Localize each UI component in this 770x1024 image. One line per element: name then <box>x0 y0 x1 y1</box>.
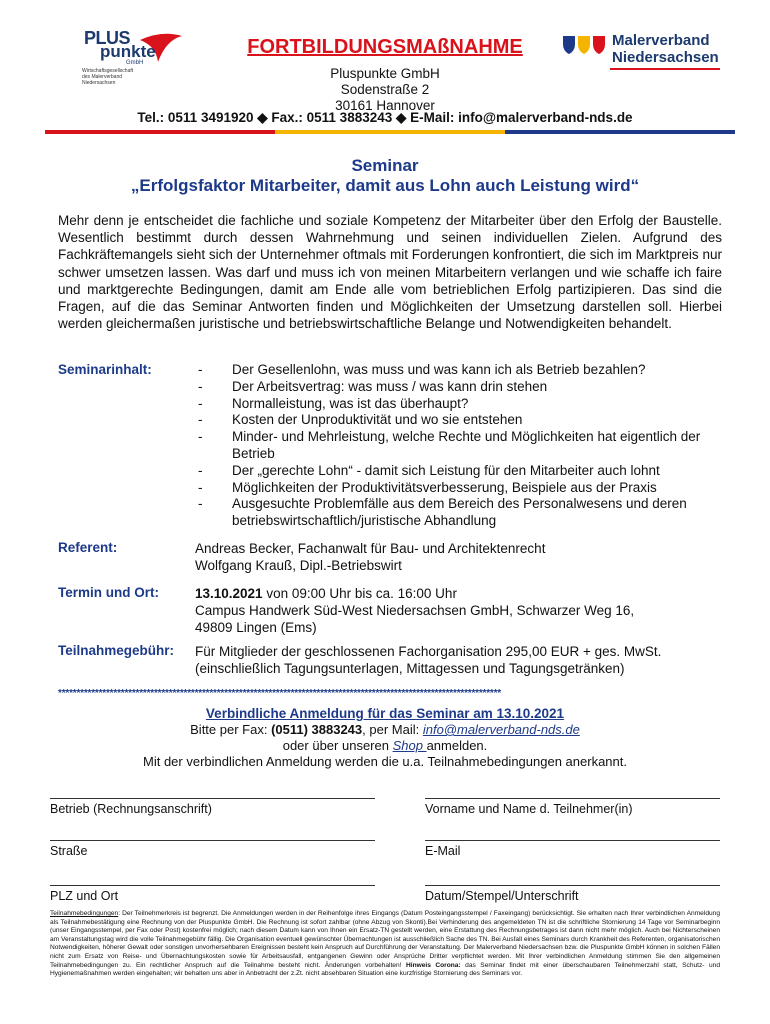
logo-right-text <box>612 32 719 66</box>
seminar-intro: Mehr denn je entscheidet die fachliche und soziale Kompetenz der Mitarbeiter über den Erfolg der Baustelle. Wesentlich bestimmt durch dessen Wahrnehmung und seinen individuellen Zielen. Aufgrund des Fachkräftemangels sieht sich der Unternehmer oftmals mit Forderungen konfrontiert, die sich im Marktpreis nur schwer umsetzen lassen. Was darf und muss ich von meinen Mitarbeitern verlangen und wie schaffe ich faire und marktgerechte Bedingungen, damit am Ende alle vom betrieblichen Erfolg partizipieren. Das sind die Fragen, auf die das Seminar Antworten finden und Möglichkeiten der Umsetzung darstellen soll. Hierbei werden gleichermaßen juristische und betriebswirtschaftliche Belange und Notwendigkeiten behandelt. <box>58 213 722 332</box>
fee-line: Für Mitglieder der geschlossenen Fachorganisation 295,00 EUR + ges. MwSt. <box>195 644 662 659</box>
company-field[interactable] <box>50 798 375 799</box>
stripe-yellow <box>275 130 505 134</box>
terms-heading: Teilnahmebedingungen <box>50 910 119 917</box>
malerverband-logo <box>562 32 722 72</box>
registration-block <box>0 706 770 770</box>
list-item: - Normalleistung, was ist das überhaupt? <box>198 396 726 413</box>
sender-address <box>0 66 770 114</box>
terms-body: : Der Teilnehmerkreis ist begrenzt. Die Anmeldungen werden in der Reihenfolge ihres Eingangs (Datum Posteingangsstempel / Faxeingang) berücksichtigt. Sie erhalten nach Ihrer verbindlichen Anmeldung als Teilnahmebestätigung eine Rechnung von der Pluspunkte GmbH. Die Rechnung ist sofort zahlbar (ohne Abzug von Skonti).Bei Verhinderung des angemeldeten TN ist die schriftliche Stornierung 14 Tage vor Seminarbeginn (unser Eingangsstempel, per Fax oder Post) kostenfrei möglich; nach diesem Datum kann von Ihnen ein Ersatz-TN gestellt werden, eine Erstattung des Rechnungsbetrages ist dann nicht mehr möglich. Auch bei Nichterscheinen am Veranstaltungstag wird die volle Teilnahmegebühr fällig. Die Organisation eventuell gewünschter Übernachtungen ist ausschließlich Sache des TN. Bei Ausfall eines Seminars durch Krankheit des Referenten, organisatorischen Notwendigkeiten, höherer Gewalt oder sonstigen unvorhersehbaren Ereignissen besteht kein Anspruch auf Durchführung der Veranstaltung. Der Malerverband Niedersachsen bzw. die Pluspunkte GmbH können in solchen Fällen nicht zum Ersatz von Reise- und Übernachtungskosten sowie für Arbeitsausfall, entgangenen Gewinn oder Ansprüche Dritter verpflichtet werden. Mit Ihrer verbindlichen Anmeldung stimmen Sie den allgemeinen Teilnahmebedingungen zu. Ein rechtlicher Anspruch auf die Teilnahme besteht nicht. Änderungen vorbehalten! <box>50 910 720 969</box>
fax-number: (0511) 3883243 <box>271 722 363 737</box>
fee-line: (einschließlich Tagungsunterlagen, Mittagessen und Tagungsgetränken) <box>195 661 625 676</box>
corona-label: Hinweis Corona: <box>405 961 461 969</box>
termin-date: 13.10.2021 <box>195 586 263 601</box>
registration-shop-line <box>0 738 770 754</box>
email-field[interactable] <box>425 840 720 841</box>
shop-link[interactable]: Shop <box>392 738 427 753</box>
shop-suffix: anmelden. <box>426 738 488 753</box>
logo-punkte: punkte <box>100 42 156 61</box>
mail-prefix: , per Mail: <box>362 722 423 737</box>
fee-value <box>195 643 661 677</box>
referent-label: Referent: <box>58 540 118 555</box>
city-label: PLZ und Ort <box>50 889 119 903</box>
shop-prefix: oder über unseren <box>282 738 393 753</box>
termin-datetime <box>195 585 634 602</box>
fee-label: Teilnahmegebühr: <box>58 643 175 658</box>
mail-link[interactable]: info@malerverband-nds.de <box>422 722 580 737</box>
list-item: - Kosten der Unproduktivität und wo sie entstehen <box>198 412 726 429</box>
termin-label: Termin und Ort: <box>58 585 159 600</box>
logo-underline <box>610 68 720 70</box>
page-title: FORTBILDUNGSMAßNAHME <box>247 36 523 58</box>
seminar-title: „Erfolgsfaktor Mitarbeiter, damit aus Lohn auch Leistung wird“ <box>130 176 640 195</box>
logo-gmbh: GmbH <box>126 60 144 66</box>
referent-value <box>195 540 545 574</box>
corona-body: das Seminar findet mit einer überschaubaren Teilnehmerzahl statt, Schutz- und Hygienemaßnahmen werden eingehalten; wir behalten uns aber in Anbetracht der z.Zt. nicht absehbaren Situation eine kurzfristige Stornierung des Seminars vor. <box>50 961 720 978</box>
registration-heading: Verbindliche Anmeldung für das Seminar am 13.10.2021 <box>205 706 565 721</box>
registration-fax-line <box>0 722 770 738</box>
stripe-red <box>45 130 275 134</box>
address-line: Sodenstraße 2 <box>340 82 430 97</box>
list-item: - Der Arbeitsvertrag: was muss / was kann drin stehen <box>198 379 726 396</box>
fax-prefix: Bitte per Fax: <box>190 722 272 737</box>
participant-field[interactable] <box>425 798 720 799</box>
contact-line: Tel.: 0511 3491920 ◆ Fax.: 0511 3883243 ◆ E-Mail: info@malerverband-nds.de <box>137 110 633 125</box>
street-label: Straße <box>50 844 88 858</box>
address-line: Pluspunkte GmbH <box>330 66 440 81</box>
shields-icon <box>562 35 608 55</box>
logo-tagline: Wirtschaftsgesellschaft des Malerverband Niedersachsen <box>82 68 134 86</box>
logo-plus: PLUS <box>84 28 131 48</box>
termin-value <box>195 585 634 636</box>
termin-time: von 09:00 Uhr bis ca. 16:00 Uhr <box>262 586 457 601</box>
header-divider <box>45 130 735 134</box>
signature-field[interactable] <box>425 885 720 886</box>
content-label: Seminarinhalt: <box>58 362 152 377</box>
list-item: - Minder- und Mehrleistung, welche Rechte und Möglichkeiten hat eigentlich der Betrieb <box>198 429 726 463</box>
participant-label: Vorname und Name d. Teilnehmer(in) <box>425 802 633 816</box>
star-divider: ************************************************************************************************************************ <box>58 688 501 699</box>
termin-place: 49809 Lingen (Ems) <box>195 620 317 635</box>
stripe-blue <box>505 130 735 134</box>
seminar-label: Seminar <box>351 156 419 175</box>
content-list <box>198 362 726 530</box>
list-item: - Möglichkeiten der Produktivitätsverbesserung, Beispiele aus der Praxis <box>198 480 726 497</box>
list-item: - Der Gesellenlohn, was muss und was kann ich als Betrieb bezahlen? <box>198 362 726 379</box>
signature-label: Datum/Stempel/Unterschrift <box>425 889 579 903</box>
logo-right-line1: Malerverband <box>612 32 710 49</box>
list-item: - Der „gerechte Lohn“ - damit sich Leistung für den Mitarbeiter auch lohnt <box>198 463 726 480</box>
seminar-heading <box>40 156 730 196</box>
terms-text <box>50 910 720 979</box>
list-item: - Ausgesuchte Problemfälle aus dem Bereich des Personalwesens und deren betriebswirtschaftlich/juristische Abhandlung <box>198 496 726 530</box>
termin-place: Campus Handwerk Süd-West Niedersachsen GmbH, Schwarzer Weg 16, <box>195 603 635 618</box>
logo-right-line2: Niedersachsen <box>612 49 719 66</box>
street-field[interactable] <box>50 840 375 841</box>
referent-line: Wolfgang Krauß, Dipl.-Betriebswirt <box>195 558 402 573</box>
address-line: 30161 Hannover <box>335 98 435 113</box>
city-field[interactable] <box>50 885 375 886</box>
referent-line: Andreas Becker, Fachanwalt für Bau- und Architektenrecht <box>195 541 546 556</box>
registration-conditions: Mit der verbindlichen Anmeldung werden die u.a. Teilnahmebedingungen anerkannt. <box>143 754 627 769</box>
email-label: E-Mail <box>425 844 461 858</box>
company-label: Betrieb (Rechnungsanschrift) <box>50 802 212 816</box>
